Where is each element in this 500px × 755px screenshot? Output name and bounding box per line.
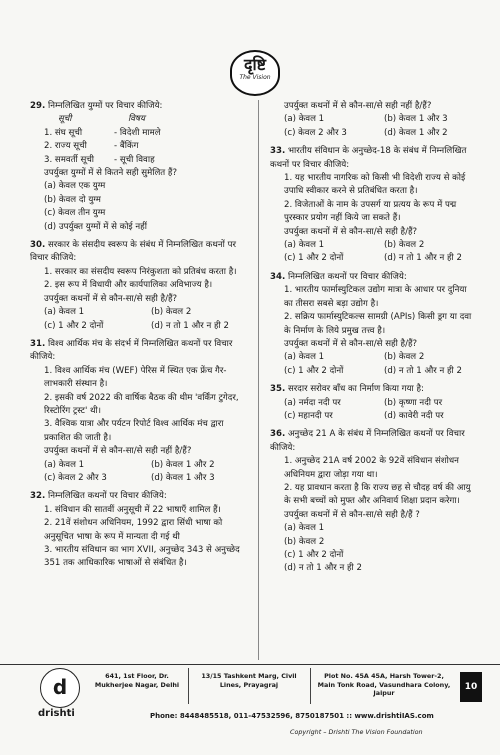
address-prayagraj: 13/15 Tashkent Marg, Civil Lines, Prayagraj [201,672,297,689]
pair-right: - सूची विवाह [114,154,155,165]
question-29 [30,100,252,234]
question-ask: उपर्युक्त युग्मों में से कितने सही सुमेलित हैं? [44,168,178,179]
question-36 [270,428,478,575]
option: (b) केवल 2 [384,352,425,363]
question-ask: उपर्युक्त कथनों में से कौन-सा/से सही है/हैं? [284,226,418,237]
options-grid [284,113,478,140]
question-ask: उपर्युक्त कथनों में से कौन-सा/से सही नहीं है/हैं? [44,446,192,457]
address-jaipur: Plot No. 45A 45A, Harsh Tower-2, Main Tonk Road, Vasundhara Colony, Jaipur [317,672,451,697]
options-grid [44,306,252,333]
question-ask: उपर्युक्त कथनों में से कौन-सा/से सही है/हैं? [284,338,418,349]
option: (a) केवल 1 [284,240,325,251]
question-stem: सरदार सरोवर बाँध का निर्माण किया गया है: [287,384,424,395]
option: (d) उपर्युक्त युग्मों में से कोई नहीं [44,221,147,232]
statement: 2. इसकी वर्ष 2022 की वार्षिक बैठक की थीम 'वर्किंग टुगेदर, रिस्टोरिंग ट्रस्ट' थी। [44,392,239,416]
question-stem: विश्व आर्थिक मंच के संदर्भ में निम्नलिखित कथनों पर विचार कीजिये: [30,338,233,363]
option: (c) केवल 2 और 3 [44,472,107,483]
option: (b) केवल 1 और 2 [151,459,215,470]
option: (a) केवल 1 [44,307,85,318]
options-grid [44,459,252,486]
question-number: 29. [30,101,46,111]
question-number: 35. [270,384,286,395]
option: (b) केवल 2 [284,536,325,547]
option: (d) न तो 1 और न ही 2 [384,365,462,376]
option: (b) कृष्णा नदी पर [384,397,443,408]
question-35 [270,383,478,423]
contact-line: Phone: 8448485518, 011-47532596, 8750187501 :: www.drishtiIAS.com [150,712,434,720]
option: (c) 1 और 2 दोनों [44,320,104,331]
option: (a) केवल 1 [284,114,325,125]
pair-left: 3. समवर्ती सूची [44,154,95,165]
question-number: 34. [270,271,286,282]
question-number: 30. [30,240,46,251]
statement: 2. विजेताओं के नाम के उपसर्ग या प्रत्यय के रूप में पद्म पुरस्कार प्रयोग नहीं किये जा सकते हैं। [284,199,457,224]
statement: 2. इस रूप में विधायी और कार्यपालिका अविभाज्य है। [44,280,213,291]
question-31 [30,338,252,485]
option: (a) केवल 1 [284,523,325,534]
option: (b) केवल 1 और 3 [384,114,448,125]
options-grid [284,351,478,378]
question-34 [270,271,478,378]
match-pair [44,154,252,167]
question-32-continued [270,100,478,140]
option: (d) न तो 1 और न ही 2 [384,253,462,264]
question-30 [30,239,252,333]
option: (b) केवल 2 [151,307,192,318]
question-number: 36. [270,429,286,440]
statement: 3. भारतीय संविधान का भाग XVII, अनुच्छेद 343 से अनुच्छेद 351 तक आधिकारिक भाषाओं से संबंधित है। [44,545,240,569]
match-pair [44,140,252,153]
option: (c) 1 और 2 दोनों [284,253,344,264]
address-delhi: 641, 1st Floor, Dr. Mukherjee Nagar, Delhi [94,672,180,689]
question-stem: निम्नलिखित कथनों पर विचार कीजिये: [47,491,167,502]
question-33 [270,145,478,266]
drishti-logo [230,50,280,96]
question-stem: अनुच्छेद 21 A के संबंध में निम्नलिखित कथनों पर विचार कीजिये: [270,429,465,453]
match-header [58,113,252,126]
option: (d) केवल 1 और 3 [151,472,215,483]
pair-left: 2. राज्य सूची [44,141,87,152]
footer-brand: drishti [38,708,75,719]
option: (c) 1 और 2 दोनों [284,550,344,560]
match-header-list: सूची [58,114,72,125]
statement: 3. वैश्विक यात्रा और पर्यटन रिपोर्ट विश्व आर्थिक मंच द्वारा प्रकाशित की जाती है। [44,419,224,443]
footer-divider [188,668,189,704]
option: (c) केवल तीन युग्म [44,208,106,219]
question-number: 31. [30,338,46,349]
question-number: 33. [270,146,286,157]
match-header-subject: विषय [128,114,145,125]
question-number: 32. [30,491,46,502]
statement: 1. भारतीय फार्मास्युटिकल उद्योग मात्रा के आधार पर दुनिया का तीसरा सबसे बड़ा उद्योग है। [284,285,467,309]
statement: 1. विश्व आर्थिक मंच (WEF) पेरिस में स्थित एक फ्रेंच गैर-लाभकारी संस्थान है। [44,365,227,390]
option: (a) नर्मदा नदी पर [284,397,341,408]
option: (d) न तो 1 और न ही 2 [284,563,362,574]
option: (d) केवल 1 और 2 [384,127,448,138]
page-number: 10 [460,672,482,702]
match-pair [44,127,252,140]
copyright: Copyright – Drishti The Vision Foundation [290,728,423,736]
pair-right: - बैंकिंग [114,141,139,152]
statement: 1. अनुच्छेद 21A वर्ष 2002 के 92वें संविधान संशोधन अधिनियम द्वारा जोड़ा गया था। [284,456,459,480]
option: (a) केवल एक युग्म [44,181,106,192]
options-grid [284,397,478,424]
question-32 [30,490,252,570]
option: (c) केवल 2 और 3 [284,127,347,138]
option: (d) कावेरी नदी पर [384,410,444,421]
drishti-footer-logo: d [40,668,80,708]
option: (d) न तो 1 और न ही 2 [151,320,229,331]
options-grid [284,239,478,266]
logo-subtext: The Vision [239,74,271,81]
statement: 2. 21वें संशोधन अधिनियम, 1992 द्वारा सिंधी भाषा को अनुसूचित भाषा के रूप में मान्यता दी गई थी [44,518,223,542]
option: (a) केवल 1 [44,459,85,470]
statement: 2. यह प्रावधान करता है कि राज्य छह से चौदह वर्ष की आयु के सभी बच्चों को मुफ्त और अनिवार्य शिक्षा प्रदान करेगा। [284,482,471,507]
question-ask: उपर्युक्त कथनों में से कौन-सा/से सही है/हैं ? [284,509,420,520]
option: (b) केवल 2 [384,240,425,251]
option: (a) केवल 1 [284,352,325,363]
column-divider [258,100,259,660]
statement: 1. संविधान की सातवीं अनुसूची में 22 भाषाएँ शामिल हैं। [44,504,221,515]
footer-divider [310,668,311,704]
question-stem: निम्नलिखित कथनों पर विचार कीजिये: [287,271,407,282]
right-column [270,100,478,581]
question-stem: निम्नलिखित युग्मों पर विचार कीजिये: [47,101,163,111]
pair-right: - विदेशी मामले [114,127,161,138]
statement: 1. सरकार का संसदीय स्वरूप निरंकुशता को प्रतिबंध करता है। [44,266,237,277]
question-ask: उपर्युक्त कथनों में से कौन-सा/से सही है/हैं? [44,293,178,304]
option: (c) 1 और 2 दोनों [284,365,344,376]
pair-left: 1. संघ सूची [44,127,83,138]
left-column [30,100,252,576]
option: (b) केवल दो युग्म [44,194,101,205]
statement: 1. यह भारतीय नागरिक को किसी भी विदेशी राज्य से कोई उपाधि स्वीकार करने से प्रतिबंधित करता है। [284,173,466,197]
option: (c) महानदी पर [284,410,333,421]
question-stem: सरकार के संसदीय स्वरूप के संबंध में निम्नलिखित कथनों पर विचार कीजिये: [30,240,236,264]
logo-text: दृष्टि [244,55,266,74]
question-stem: भारतीय संविधान के अनुच्छेद-18 के संबंध में निम्नलिखित कथनों पर विचार कीजिये: [270,146,467,170]
statement: 2. सक्रिय फार्मास्युटिकल्स सामग्री (APIs) किसी ड्रग या दवा के निर्माण के लिये प्रमुख तत्त्व है। [284,312,472,336]
question-ask: उपर्युक्त कथनों में से कौन-सा/से सही नहीं है/हैं? [284,101,432,111]
